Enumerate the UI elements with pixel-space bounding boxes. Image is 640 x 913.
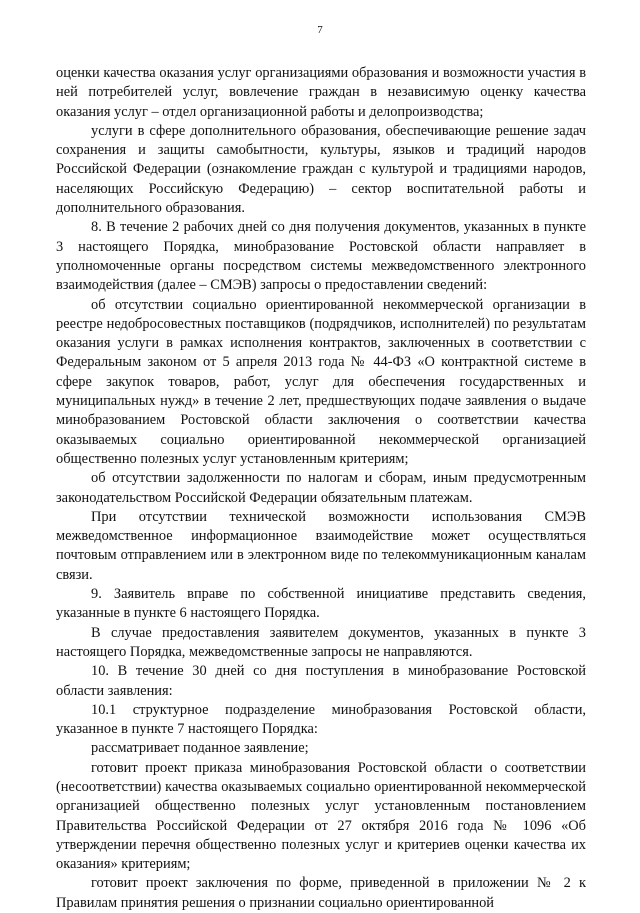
paragraph: об отсутствии социально ориентированной некоммерческой организации в реестре недобросовестных поставщиков (подрядчиков, исполнителей) по результатам оказания услуги в рамках исполнения контрактов, заключенных в соответствии с Федеральным законом от 5 апреля 2013 года № 44-ФЗ «О контрактной системе в сфере закупок товаров, работ, услуг для обеспечения государственных и муниципальных нужд» в течение 2 лет, предшествующих подаче заявления о выдаче минобразованием Ростовской области заключения о соответствии качества оказываемых социально ориентированной некоммерческой организацией общественно полезных услуг установленным критериям; xyxy=(56,296,586,467)
paragraph: 10.1 структурное подразделение минобразования Ростовской области, указанное в пункте 7 настоящего Порядка: xyxy=(56,701,586,738)
paragraph: При отсутствии технической возможности использования СМЭВ межведомственное информационное взаимодействие может осуществляться почтовым отправлением или в электронном виде по телекоммуникационным каналам связи. xyxy=(56,508,586,583)
paragraph: готовит проект приказа минобразования Ростовской области о соответствии (несоответствии) качества оказываемых социально ориентированной некоммерческой организацией общественно полезных услуг установленным постановлением Правительства Российской Федерации от 27 октября 2016 года № 1096 «Об утверждении перечня общественно полезных услуг и критериев оценки качества их оказания» критериям; xyxy=(56,759,586,873)
paragraph: 10. В течение 30 дней со дня поступления в минобразование Ростовской области заявления: xyxy=(56,663,586,699)
paragraph: рассматривает поданное заявление; xyxy=(91,740,309,757)
paragraph: услуги в сфере дополнительного образования, обеспечивающие решение задач сохранения и защиты самобытности, культуры, языков и традиций народов Российской Федерации (ознакомление граждан с культурой и традициями народов, населяющих Российскую Федерацию) – сектор воспитательной работы и дополнительного образования. xyxy=(56,122,586,217)
paragraph: об отсутствии задолженности по налогам и сборам, иным предусмотренным законодательством Российской Федерации обязательным платежам. xyxy=(56,470,586,506)
paragraph: оценки качества оказания услуг организациями образования и возможности участия в ней потребителей услуг, вовлечение граждан в независимую оценку качества оказания услуг – отдел организационной работы и делопроизводства; xyxy=(56,65,586,120)
page-number: 7 xyxy=(317,24,323,36)
paragraph: В случае предоставления заявителем документов, указанных в пункте 3 настоящего Порядка, межведомственные запросы не направляются. xyxy=(56,624,586,660)
paragraph: 9. Заявитель вправе по собственной инициативе представить сведения, указанные в пункте 6 настоящего Порядка. xyxy=(56,586,586,622)
paragraph: 8. В течение 2 рабочих дней со дня получения документов, указанных в пункте 3 настоящего Порядка, минобразование Ростовской области направляет в уполномоченные органы посредством системы межведомственного электронного взаимодействия (далее – СМЭВ) запросы о предоставлении сведений: xyxy=(56,219,586,294)
paragraph: готовит проект заключения по форме, приведенной в приложении № 2 к Правилам принятия решения о признании социально ориентированной xyxy=(56,875,586,911)
document-body xyxy=(56,64,586,913)
